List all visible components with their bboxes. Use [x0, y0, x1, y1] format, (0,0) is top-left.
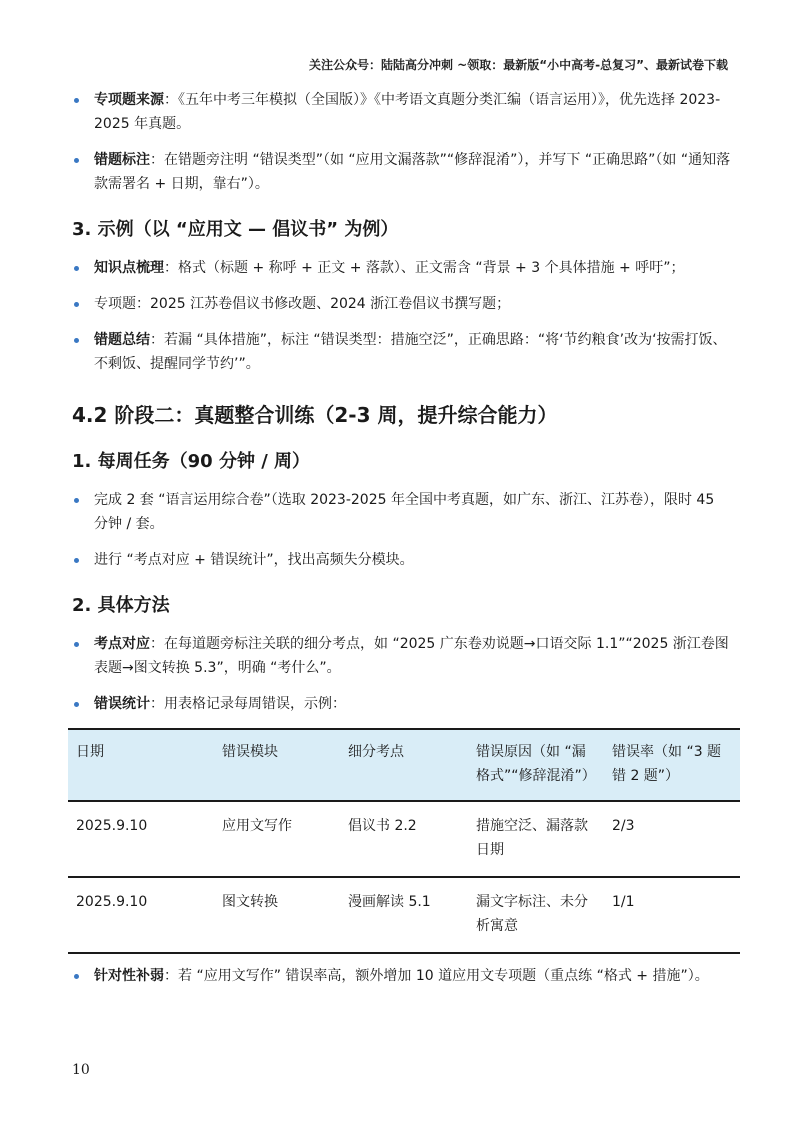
bullet-label: 考点对应	[94, 636, 150, 652]
bullet-item	[72, 548, 732, 572]
bullet-dot-icon	[74, 302, 79, 307]
bullet-list-sec2	[72, 632, 732, 716]
bullet-label: 错误统计	[94, 696, 150, 712]
table-row	[68, 801, 740, 877]
bullet-list-top	[72, 88, 732, 196]
bullet-text: ：在每道题旁标注关联的细分考点，如 “2025 广东卷劝说题→口语交际 1.1”“2025 浙江卷图表题→图文转换 5.3”，明确 “考什么”。	[94, 636, 729, 676]
bullet-item	[72, 632, 732, 680]
page-number: 10	[72, 1062, 90, 1078]
bullet-text: ：在错题旁注明 “错误类型”（如 “应用文漏落款”“修辞混淆”），并写下 “正确思路”（如 “通知落款需署名 + 日期，靠右”）。	[94, 152, 731, 192]
table-header-cell: 细分考点	[340, 729, 468, 801]
bullet-text: ：《五年中考三年模拟（全国版）》《中考语文真题分类汇编（语言运用）》，优先选择 2023-2025 年真题。	[94, 92, 721, 132]
bullet-text: ：若漏 “具体措施”，标注 “错误类型：措施空泛”，正确思路：“将‘节约粮食’改为‘按需打饭、不剩饭、提醒同学节约’”。	[94, 332, 727, 372]
bullet-dot-icon	[74, 558, 79, 563]
bullet-dot-icon	[74, 642, 79, 647]
bullet-label: 错题标注	[94, 152, 150, 168]
section-3-title: 3. 示例（以 “应用文 — 倡议书” 为例）	[72, 219, 399, 240]
bullet-list-bottom	[72, 964, 732, 988]
bullet-dot-icon	[74, 338, 79, 343]
bullet-text: ：若 “应用文写作” 错误率高，额外增加 10 道应用文专项题（重点练 “格式 + 措施”）。	[164, 968, 709, 984]
bullet-item	[72, 488, 732, 536]
bullet-item	[72, 256, 732, 280]
table-header-cell: 错误率（如 “3 题错 2 题”）	[604, 729, 740, 801]
bullet-item	[72, 148, 732, 196]
bullet-label: 错题总结	[94, 332, 150, 348]
table-cell: 漫画解读 5.1	[340, 877, 468, 953]
bullet-label: 专项题来源	[94, 92, 164, 108]
bullet-dot-icon	[74, 266, 79, 271]
bullet-dot-icon	[74, 702, 79, 707]
bullet-text: ：格式（标题 + 称呼 + 正文 + 落款）、正文需含 “背景 + 3 个具体措施 + 呼吁”；	[164, 260, 685, 276]
bullet-list-sec1	[72, 488, 732, 572]
section-1-title: 1. 每周任务（90 分钟 / 周）	[72, 451, 311, 472]
section-2-title: 2. 具体方法	[72, 595, 170, 616]
table-cell: 2/3	[604, 801, 740, 877]
table-header-row	[68, 729, 740, 801]
bullet-text: 专项题：2025 江苏卷倡议书修改题、2024 浙江卷倡议书撰写题；	[94, 296, 511, 312]
bullet-dot-icon	[74, 974, 79, 979]
bullet-text: 完成 2 套 “语言运用综合卷”（选取 2023-2025 年全国中考真题，如广东、浙江、江苏卷），限时 45 分钟 / 套。	[94, 492, 715, 532]
bullet-list-sec3	[72, 256, 732, 376]
table-cell: 图文转换	[214, 877, 340, 953]
bullet-label: 针对性补弱	[94, 968, 164, 984]
table-header-cell: 错误原因（如 “漏格式”“修辞混淆”）	[468, 729, 604, 801]
bullet-label: 知识点梳理	[94, 260, 164, 276]
table-cell: 2025.9.10	[68, 801, 214, 877]
section-4-2-title: 4.2 阶段二：真题整合训练（2-3 周，提升综合能力）	[72, 403, 558, 427]
page-header: 关注公众号：陆陆高分冲刺 ~领取：最新版“小中高考-总复习”、最新试卷下载	[309, 58, 728, 72]
bullet-item	[72, 292, 732, 316]
bullet-dot-icon	[74, 498, 79, 503]
bullet-text: ：用表格记录每周错误，示例：	[150, 696, 346, 712]
error-statistics-table	[68, 728, 740, 954]
table-cell: 2025.9.10	[68, 877, 214, 953]
table-cell: 措施空泛、漏落款日期	[468, 801, 604, 877]
table-header-cell: 日期	[68, 729, 214, 801]
table-cell: 1/1	[604, 877, 740, 953]
table-cell: 应用文写作	[214, 801, 340, 877]
bullet-item	[72, 964, 732, 988]
table-cell: 漏文字标注、未分析寓意	[468, 877, 604, 953]
table-row	[68, 877, 740, 953]
bullet-item	[72, 692, 732, 716]
bullet-dot-icon	[74, 158, 79, 163]
bullet-dot-icon	[74, 98, 79, 103]
main-content	[72, 88, 732, 1000]
bullet-item	[72, 88, 732, 136]
bullet-item	[72, 328, 732, 376]
bullet-text: 进行 “考点对应 + 错误统计”，找出高频失分模块。	[94, 552, 414, 568]
table-header-cell: 错误模块	[214, 729, 340, 801]
table-cell: 倡议书 2.2	[340, 801, 468, 877]
